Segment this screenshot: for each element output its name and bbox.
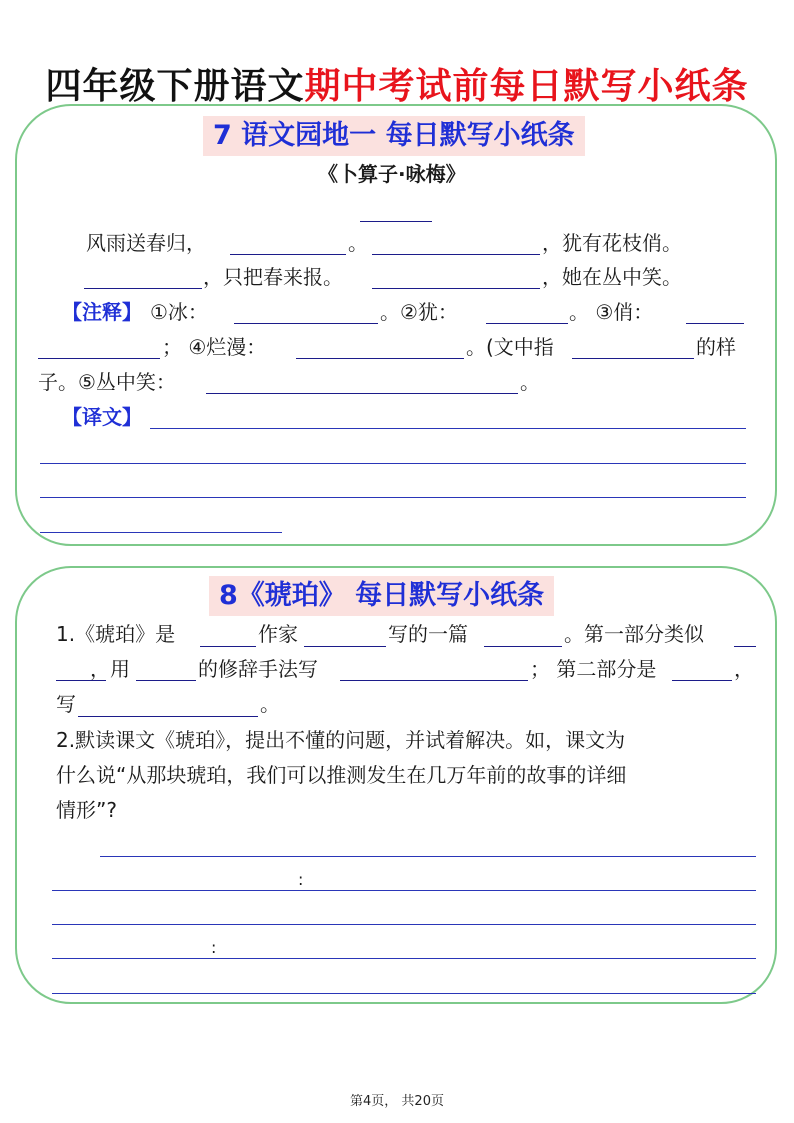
q2-line3: 情形”? [56,798,117,822]
note-2-blank[interactable] [486,323,568,324]
translation-line-2[interactable] [40,463,746,464]
poem-blank-2[interactable] [372,254,540,255]
poem-line1-c: ，犹有花枝俏。 [542,231,682,255]
q1-genre-blank[interactable] [484,646,562,647]
q2-line1: 2.默读课文《琥珀》，提出不懂的问题，并试着解决。如，课文为 [56,728,626,752]
translation-label: 【译文】 [62,405,142,429]
answer-colon-2: : [211,938,217,957]
q1-line1-a: 1.《琥珀》是 [56,622,176,646]
poem-blank-3[interactable] [84,288,202,289]
note-4-blank[interactable] [296,358,464,359]
note-4-prefix: ； ④烂漫： [162,335,267,359]
poem-line1-a: 风雨送春归， [86,231,206,255]
answer-colon-1: : [298,870,304,889]
note-1-blank[interactable] [234,323,378,324]
note-5-prefix: 子。⑤丛中笑： [38,370,176,394]
answer-line-4[interactable] [52,958,756,959]
q1-part1-blank[interactable] [734,646,756,647]
poem-blank-1[interactable] [230,254,346,255]
note-3-blank[interactable] [686,323,744,324]
answer-line-2[interactable] [52,890,756,891]
q1-line3-b: 。 [260,692,280,716]
note-2-prefix: 。②犹： [380,300,458,324]
poem-title: 《卜算子·咏梅》 [318,162,466,186]
note-4-mid: 。(文中指 [466,335,554,359]
answer-line-3[interactable] [52,924,756,925]
translation-line-3[interactable] [40,497,746,498]
poem-line2-b: ，她在丛中笑。 [542,265,682,289]
note-4-meaning-blank[interactable] [572,358,694,359]
note-3-prefix: 。 ③俏： [569,300,654,324]
q1-line2-a: ，用 [90,657,130,681]
section-7-title: 7 语文园地一 每日默写小纸条 [203,116,585,156]
page-title-grade: 四年级下册语文 [45,66,305,107]
q1-line2-d: ， [734,657,754,681]
translation-line-4[interactable] [40,532,282,533]
answer-line-5[interactable] [52,993,756,994]
q1-line1-c: 写的一篇 [388,622,468,646]
q2-line2: 什么说“从那块琥珀，我们可以推测发生在几万年前的故事的详细 [56,763,627,787]
section-8-title: 8《琥珀》 每日默写小纸条 [209,576,554,616]
q1-part2-content-blank[interactable] [78,716,258,717]
q1-content-blank[interactable] [340,680,528,681]
notes-label: 【注释】 [62,300,142,324]
author-blank[interactable] [360,221,432,222]
note-4-suffix: 的样 [696,335,736,359]
translation-line-1[interactable] [150,428,746,429]
q1-rhetoric-blank[interactable] [136,680,196,681]
poem-line2-a: ，只把春来报。 [203,265,343,289]
q1-country-blank[interactable] [200,646,256,647]
note-5-suffix: 。 [520,370,540,394]
poem-blank-4[interactable] [372,288,540,289]
q1-author-blank[interactable] [304,646,386,647]
q1-part2-blank[interactable] [672,680,732,681]
page-title-subject: 期中考试前每日默写小纸条 [304,66,749,107]
q1-line1-d: 。第一部分类似 [564,622,704,646]
page-footer: 第4页， 共20页 [350,1094,444,1109]
note-1: ①冰： [150,300,208,324]
q1-line2-c: ； 第二部分是 [530,657,657,681]
note-5-blank[interactable] [206,393,518,394]
answer-line-1[interactable] [100,856,756,857]
q1-line3-a: 写 [56,692,76,716]
page-title [0,58,794,109]
note-3-blank-cont[interactable] [38,358,160,359]
poem-line1-b: 。 [348,231,368,255]
q1-line2-b: 的修辞手法写 [198,657,318,681]
q1-line1-b: 作家 [258,622,298,646]
